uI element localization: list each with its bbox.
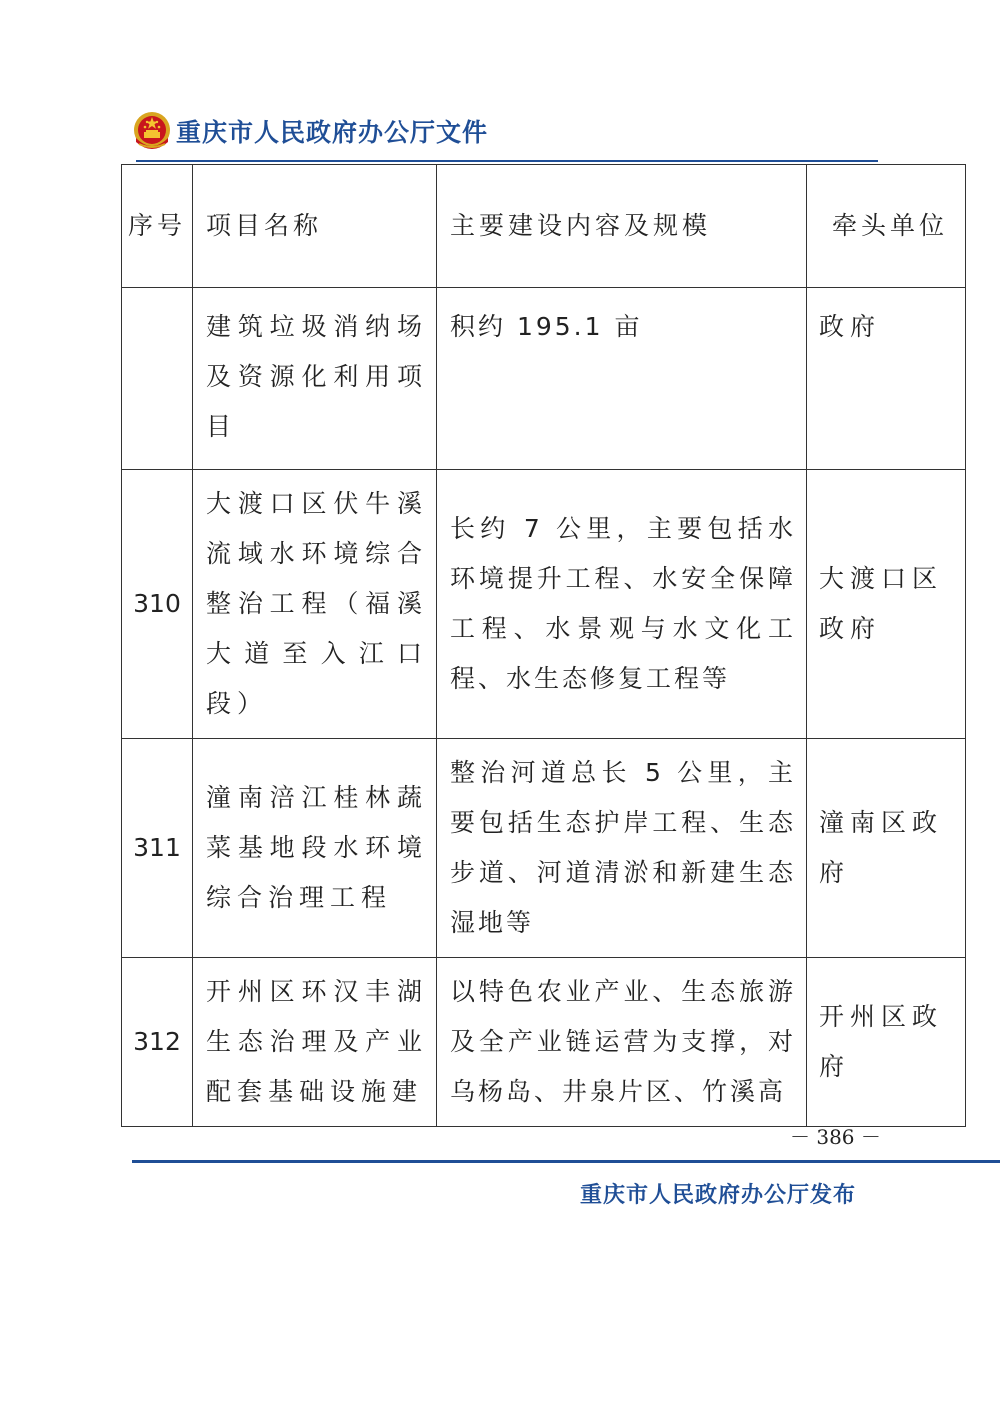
table-header-row <box>122 165 966 288</box>
national-emblem-icon <box>132 110 172 152</box>
lead-unit: 潼南区政府 <box>807 739 966 958</box>
lead-unit: 政府 <box>807 288 966 470</box>
project-name: 潼南涪江桂林蔬菜基地段水环境综合治理工程 <box>193 739 437 958</box>
project-table <box>121 164 966 1127</box>
project-name: 建筑垃圾消纳场及资源化利用项目 <box>193 288 437 470</box>
row-number: 310 <box>122 470 193 739</box>
page-number: － 386 － <box>790 1125 881 1149</box>
project-name: 开州区环汉丰湖生态治理及产业配套基础设施建 <box>206 977 428 1106</box>
project-name: 大渡口区伏牛溪流域水环境综合整治工程（福溪大道至入江口段） <box>193 470 437 739</box>
column-header-number: 序号 <box>122 165 193 288</box>
row-number: 311 <box>122 739 193 958</box>
row-number: 312 <box>122 958 193 1127</box>
column-header-content: 主要建设内容及规模 <box>437 165 807 288</box>
table-row <box>122 288 966 470</box>
header-divider <box>136 160 878 162</box>
header-title: 重庆市人民政府办公厅文件 <box>176 118 489 147</box>
footer-publisher: 重庆市人民政府办公厅发布 <box>580 1182 857 1208</box>
table-row <box>122 739 966 958</box>
construction-content: 整治河道总长 5 公里，主要包括生态护岸工程、生态步道、河道清淤和新建生态湿地等 <box>437 739 807 958</box>
table-row <box>122 470 966 739</box>
construction-content: 长约 7 公里，主要包括水环境提升工程、水安全保障工程、水景观与水文化工程、水生态修复工程等 <box>437 470 807 739</box>
document-header <box>132 110 488 152</box>
table-row <box>122 958 966 1127</box>
footer-divider <box>132 1160 1000 1163</box>
construction-content: 积约 195.1 亩 <box>437 288 807 470</box>
lead-unit: 开州区政府 <box>807 958 966 1127</box>
column-header-lead-unit: 牵头单位 <box>807 165 966 288</box>
construction-content: 以特色农业产业、生态旅游及全产业链运营为支撑，对乌杨岛、井泉片区、竹溪高 <box>450 977 796 1106</box>
row-number <box>122 288 193 470</box>
column-header-project-name: 项目名称 <box>193 165 437 288</box>
lead-unit: 大渡口区政府 <box>807 470 966 739</box>
